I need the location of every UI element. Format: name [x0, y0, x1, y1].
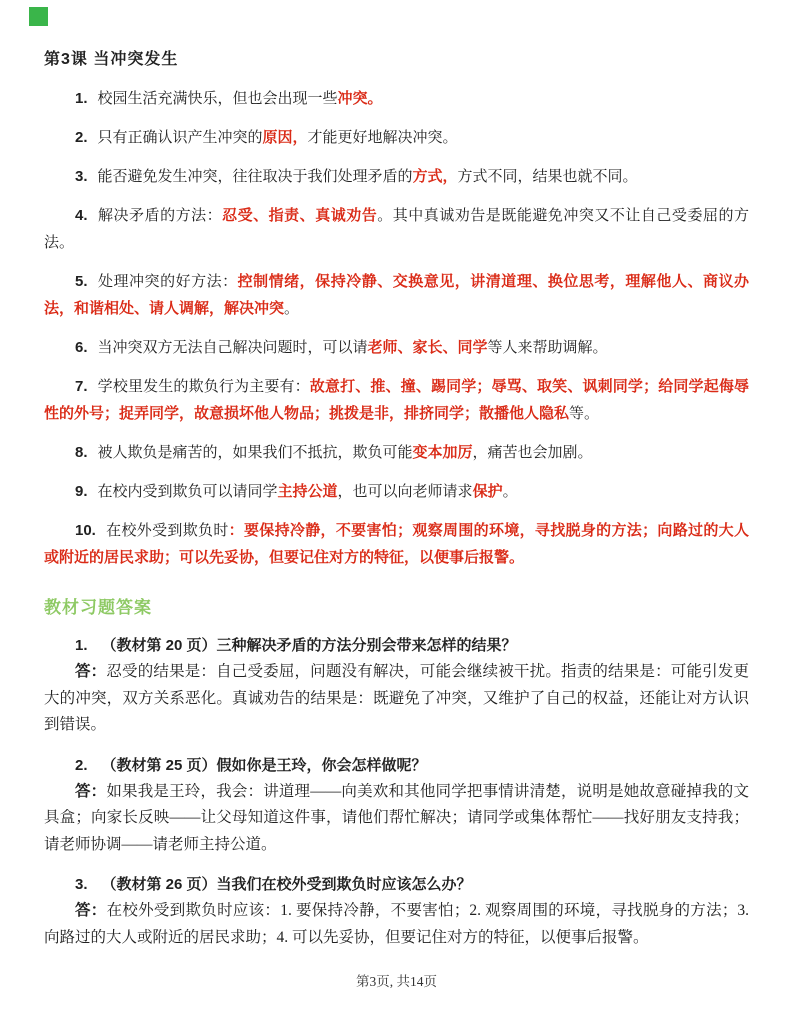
highlighted-text: 控制情绪，保持冷静、交换意见，讲清道理、换位思考，理解他人、商议办法，和谐相处、请人调解，解决冲突: [44, 273, 749, 317]
question-number: 2.: [75, 756, 88, 774]
regular-text: 当冲突双方无法自己解决问题时，可以请: [97, 339, 368, 356]
regular-text: 在校外受到欺负时: [105, 522, 229, 539]
regular-text: ，痛苦也会加剧。: [472, 444, 593, 461]
answer-label: 答：: [75, 782, 107, 800]
point-number: 5.: [75, 273, 88, 290]
question-body: （教材第 20 页）三种解决矛盾的方法分别会带来怎样的结果？: [101, 637, 517, 654]
key-point: [44, 478, 749, 505]
key-point: [44, 373, 749, 427]
regular-text: 等人来帮助调解。: [487, 339, 608, 356]
highlighted-text: 原因，: [262, 129, 308, 146]
regular-text: 学校里发生的欺负行为主要有：: [97, 378, 310, 395]
answer-text: [44, 779, 749, 859]
highlighted-text: 老师、家长、同学: [367, 339, 488, 356]
question-number: 3.: [75, 876, 88, 893]
regular-text: 校园生活充满快乐，但也会出现一些: [97, 90, 338, 107]
regular-text: 才能更好地解决冲突。: [307, 129, 458, 146]
question-body: （教材第 26 页）当我们在校外受到欺负时应该怎么办？: [101, 876, 472, 893]
key-points-list: [44, 85, 749, 571]
key-point: [44, 124, 749, 151]
key-point: [44, 163, 749, 190]
page-footer: 第3页, 共14页: [356, 974, 437, 989]
highlighted-text: 冲突。: [337, 90, 383, 107]
qa-item: [44, 632, 749, 739]
key-point: [44, 85, 749, 112]
highlighted-text: 主持公道: [277, 483, 338, 500]
point-number: 2.: [75, 129, 88, 146]
regular-text: ，也可以向老师请求: [337, 483, 473, 500]
answer-body: 如果我是王玲，我会：讲道理——向美欢和其他同学把事情讲清楚，说明是她故意碰掉我的文具盒；向家长反映——让父母知道这件事，请他们帮忙解决；请同学或集体帮忙——找好朋友支持我；请老师协调——请老师主持公道。: [44, 782, 749, 853]
document-content: [44, 46, 749, 964]
regular-text: 。其中真诚劝告是既能避免冲突又不让自己受委屈的方法。: [44, 207, 749, 251]
regular-text: 在校内受到欺负可以请同学: [97, 483, 278, 500]
key-point: [44, 517, 749, 571]
answer-label: 答：: [75, 902, 107, 919]
point-number: 6.: [75, 339, 88, 356]
regular-text: 等。: [569, 405, 600, 422]
regular-text: 方式不同，结果也就不同。: [457, 168, 638, 185]
key-point: [44, 334, 749, 361]
green-square-marker: [29, 7, 48, 26]
question-body: （教材第 25 页）假如你是王玲，你会怎样做呢？: [101, 756, 427, 774]
regular-text: 。: [502, 483, 518, 500]
question-number: 1.: [75, 637, 88, 654]
qa-list: [44, 632, 749, 951]
answer-body: 忍受的结果是：自己受委屈，问题没有解决，可能会继续被干扰。指责的结果是：可能引发更大的冲突，双方关系恶化。真诚劝告的结果是：既避免了冲突，又维护了自己的权益，还能让对方认识到错误。: [44, 663, 749, 733]
point-number: 9.: [75, 483, 88, 500]
key-point: [44, 439, 749, 466]
point-number: 1.: [75, 90, 88, 107]
regular-text: 。: [284, 300, 300, 317]
key-point: [44, 202, 749, 256]
regular-text: 被人欺负是痛苦的，如果我们不抵抗，欺负可能: [97, 444, 413, 461]
answer-label: 答：: [75, 663, 107, 680]
question-text: [44, 632, 749, 659]
answers-section-heading: 教材习题答案: [44, 598, 152, 617]
question-text: [44, 871, 749, 898]
key-point: [44, 268, 749, 322]
answer-text: [44, 898, 749, 951]
answer-body: 在校外受到欺负时应该：1. 要保持冷静，不要害怕；2. 观察周围的环境，寻找脱身的方法；3. 向路过的大人或附近的居民求助；4. 可以先妥协，但要记住对方的特征，以便事后报警。: [44, 902, 749, 946]
highlighted-text: 故意打、推、撞、踢同学；辱骂、取笑、讽刺同学；给同学起侮辱性的外号；捉弄同学，故意损坏他人物品；挑拨是非，排挤同学；散播他人隐私: [44, 378, 749, 422]
point-number: 3.: [75, 168, 88, 185]
highlighted-text: 变本加厉: [412, 444, 473, 461]
qa-item: [44, 752, 749, 859]
point-number: 8.: [75, 444, 88, 461]
regular-text: 处理冲突的好方法：: [97, 273, 238, 290]
point-number: 4.: [75, 207, 88, 224]
point-number: 7.: [75, 378, 88, 395]
regular-text: 能否避免发生冲突，往往取决于我们处理矛盾的: [97, 168, 413, 185]
highlighted-text: 忍受、指责、真诚劝告: [222, 207, 378, 224]
regular-text: 只有正确认识产生冲突的: [97, 129, 263, 146]
highlighted-text: 方式，: [412, 168, 458, 185]
highlighted-text: 保护: [472, 483, 503, 500]
answer-text: [44, 659, 749, 739]
highlighted-text: ：要保持冷静，不要害怕；观察周围的环境，寻找脱身的方法；向路过的大人或附近的居民求助；可以先妥协，但要记住对方的特征，以便事后报警。: [44, 522, 749, 566]
qa-item: [44, 871, 749, 951]
regular-text: 解决矛盾的方法：: [97, 207, 223, 224]
lesson-title: 第3课 当冲突发生: [44, 51, 179, 68]
question-text: [44, 752, 749, 779]
point-number: 10.: [75, 522, 96, 539]
